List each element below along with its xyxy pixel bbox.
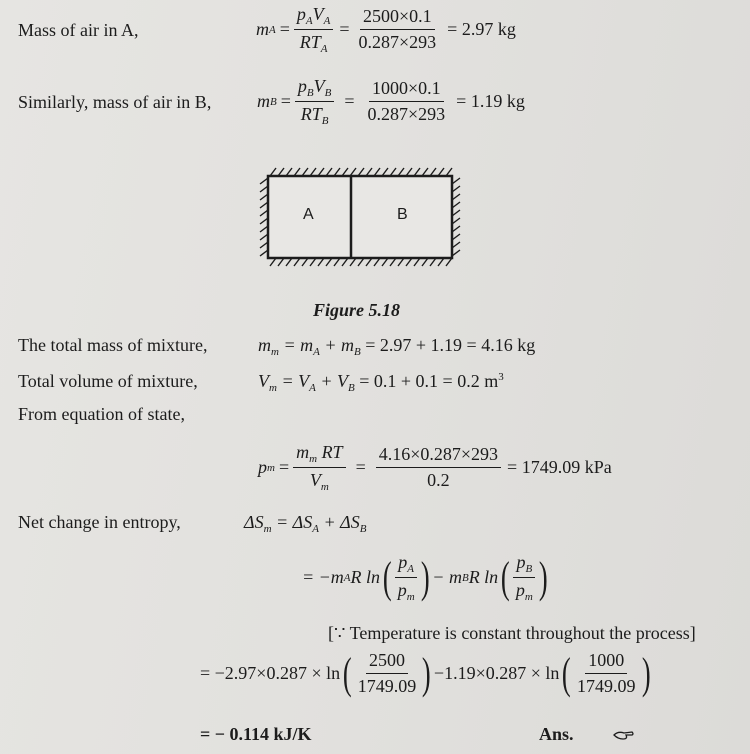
total-volume-value: = 0.1 + 0.1 = 0.2 m: [359, 371, 499, 391]
mass-b-result: = 1.19 kg: [456, 91, 525, 111]
entropy-equation-line1: $\Delta S_m = \Delta S_A + \Delta S_B$: [244, 512, 367, 535]
mass-b-numeric-fraction: $\frac{1000\times 0.1}{0.287\times 293}$: [367, 78, 446, 124]
mass-b-symbolic-fraction: $\frac{p_BV_B}{RT_B}$: [295, 76, 334, 127]
mass-a-label: Mass of air in A,: [18, 20, 139, 40]
entropy-final-result: = − 0.114 kJ/K: [200, 724, 312, 744]
state-eq-symbolic-fraction: $\frac{m_m RT}{V_m}$: [293, 442, 345, 493]
mass-a-numeric-fraction: $\frac{2500\times 0.1}{0.287\times 293}$: [358, 6, 437, 52]
mass-a-equation: m A = $\frac{p_AV_A}{RT_A}$ = $\frac{2500\times 0.1}{0.287\times 293}$ = 2.97 kg: [256, 4, 516, 55]
total-mass-label: The total mass of mixture,: [18, 335, 208, 355]
entropy-equation-line2: = −m A R ln ( $\frac{p_A}{p_m}$ ) − m B R ln ( $\frac{p_B}{p_m}$ ): [302, 552, 548, 603]
entropy-numeric-ratio-b: $\frac{1000}{1749.09}$: [577, 650, 636, 696]
entropy-ratio-a: $\frac{p_A}{p_m}$: [395, 552, 418, 603]
tank-diagram: [250, 160, 470, 275]
mass-a-symbolic-fraction: $\frac{p_AV_A}{RT_A}$: [294, 4, 333, 55]
entropy-numeric-ratio-a: $\frac{2500}{1749.09}$: [357, 650, 417, 696]
total-volume-label: Total volume of mixture,: [18, 371, 198, 391]
answer-marker: Ans.: [539, 724, 574, 744]
entropy-label: Net change in entropy,: [18, 512, 181, 532]
state-eq-result: = 1749.09 kPa: [507, 457, 612, 477]
hand-pointer-icon: [612, 726, 636, 742]
total-mass-value: = 2.97 + 1.19 = 4.16 kg: [365, 335, 536, 355]
entropy-equation-line3: = −2.97×0.287 × ln ( $\frac{2500}{1749.09}$ ) −1.19×0.287 × ln ( $\frac{1000}{1749.09}$ ): [200, 648, 651, 698]
mass-b-equation: m B = $\frac{p_BV_B}{RT_B}$ = $\frac{1000\times 0.1}{0.287\times 293}$ = 1.19 kg: [257, 76, 525, 127]
compartment-b-label: B: [397, 206, 408, 223]
mass-a-result: = 2.97 kg: [447, 19, 516, 39]
total-volume-equation: $V_m = V_A + V_B = 0.1 + 0.1 = 0.2$ $m^3$: [258, 371, 504, 394]
isothermal-note: [∵ Temperature is constant throughout the process]: [328, 623, 696, 643]
tank-wall: [268, 176, 452, 258]
total-mass-equation: $m_m = m_A + m_B = 2.97 + 1.19 = 4.16$ kg: [258, 335, 536, 358]
compartment-a-label: A: [303, 206, 314, 223]
mass-b-label: Similarly, mass of air in B,: [18, 92, 212, 112]
figure-caption: Figure 5.18: [313, 300, 401, 320]
state-eq-equation: p m = $\frac{m_m RT}{V_m}$ = $\frac{4.16\times 0.287\times 293}{0.2}$ = 1749.09 kPa: [258, 442, 612, 493]
state-eq-numeric-fraction: $\frac{4.16\times 0.287\times 293}{0.2}$: [376, 444, 501, 491]
entropy-ratio-b: $\frac{p_B}{p_m}$: [513, 552, 536, 603]
state-eq-label: From equation of state,: [18, 404, 185, 424]
